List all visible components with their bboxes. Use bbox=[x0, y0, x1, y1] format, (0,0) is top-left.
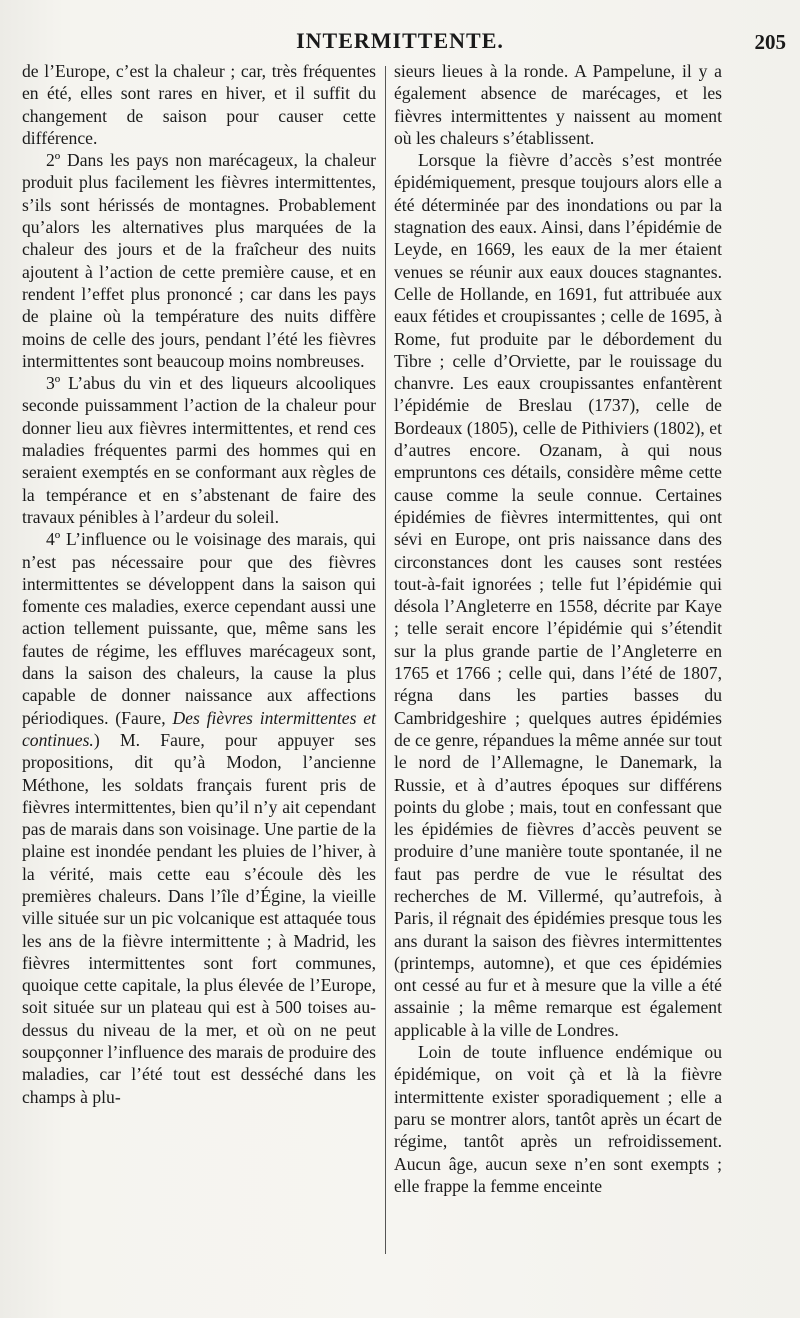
paragraph: Loin de toute influence endémique ou épidémique, on voit çà et là la fièvre intermittente exister sporadiquement ; elle a paru se montrer alors, tantôt après un écart de régime, tantôt après un refroidissement. Aucun âge, aucun sexe n’en sont exempts ; elle frappe la femme enceinte bbox=[394, 1042, 722, 1196]
paragraph-text: 4º L’influence ou le voisinage des marais, qui n’est pas nécessaire pour que des fièvres intermittentes se développent dans la saison qui fomente ces maladies, exerce cependant aussi une action tellement puissante, que, même sans les fautes de régime, les effluves marécageux sont, dans la saison des chaleurs, la cause la plus capable de donner naissance aux affections périodiques. (Faure, bbox=[22, 529, 376, 728]
paragraph: sieurs lieues à la ronde. A Pampelune, il y a également absence de marécages, et les fièvres intermittentes y naissent au moment où les chaleurs s’établissent. bbox=[394, 61, 722, 148]
paragraph-text: ) M. Faure, pour appuyer ses propositions, dit qu’à Modon, l’ancienne Méthone, les soldats français furent pris de fièvres intermittentes, bien qu’il n’y ait cependant pas de marais dans son voisinage. Une partie de la plaine est inondée pendant les pluies de l’hiver, à la vérité, mais cette eau s’écoule dès les premières chaleurs. Dans l’île d’Égine, la vieille ville située sur un pic volcanique est attaquée tous les ans de la fièvre intermittente ; à Madrid, les fièvres intermittentes sont fort communes, quoique cette capitale, la plus élevée de l’Europe, soit située sur un plateau qui est à 500 toises au-dessus du niveau de la mer, et où on ne peut soupçonner l’influence des marais de produire des maladies, car l’été tout est desséché dans les champs à plu- bbox=[22, 729, 376, 1107]
paragraph: de l’Europe, c’est la chaleur ; car, très fréquentes en été, elles sont rares en hiver, et il suffit du changement de saison pour causer cette différence. bbox=[22, 61, 376, 148]
paragraph bbox=[22, 528, 376, 1108]
page-header bbox=[0, 28, 800, 58]
right-column bbox=[394, 60, 722, 1197]
page-number: 205 bbox=[754, 30, 786, 54]
book-title-citation: Des fièvres intermittentes et continues. bbox=[22, 707, 376, 750]
running-title: INTERMITTENTE. bbox=[296, 28, 504, 53]
column-divider bbox=[385, 66, 386, 1254]
paragraph: 3º L’abus du vin et des liqueurs alcooliques seconde puissamment l’action de la chaleur pour donner lieu aux fièvres intermittentes, et rend ces maladies fréquentes parmi des hommes qui en seraient exemptés en se conformant aux règles de la tempérance et en s’abstenant de faire des travaux pénibles à l’ardeur du soleil. bbox=[22, 373, 376, 527]
left-column bbox=[22, 60, 376, 1108]
paragraph: 2º Dans les pays non marécageux, la chaleur produit plus facilement les fièvres intermittentes, s’ils sont hérissés de montagnes. Probablement qu’alors les alternatives plus marquées de la chaleur des jours et de la fraîcheur des nuits ajoutent à l’action de cette première cause, et en rendent l’effet plus prononcé ; car dans les pays de plaine où la température des nuits diffère moins de celle des jours, pendant l’été les fièvres intermittentes sont beaucoup moins nombreuses. bbox=[22, 150, 376, 371]
paragraph: Lorsque la fièvre d’accès s’est montrée épidémiquement, presque toujours alors elle a été déterminée par des inondations ou par la stagnation des eaux. Ainsi, dans l’épidémie de Leyde, en 1669, les eaux de la mer étaient venues se réunir aux eaux douces stagnantes. Celle de Hollande, en 1691, fut attribuée aux eaux fétides et croupissantes ; celle de 1695, à Rome, fut produite par le débordement du Tibre ; celle d’Orviette, par le rouissage du chanvre. Les eaux croupissantes enfantèrent l’épidémie de Breslau (1737), celle de Bordeaux (1805), celle de Pithiviers (1802), et d’autres encore. Ozanam, à qui nous empruntons ces détails, considère même cette cause comme la seule connue. Certaines épidémies de fièvres intermittentes, qui ont sévi en Europe, ont pris naissance dans des circonstances dont les causes sont restées tout-à-fait ignorées ; telle fut l’épidémie qui désola l’Angleterre en 1558, décrite par Kaye ; telle serait encore l’épidémie qui s’étendit sur la plus grande partie de l’Angleterre en 1765 et 1766 ; celle qui, dans l’été de 1807, régna dans les parties basses du Cambridgeshire ; quelques autres épidémies de ce genre, répandues la même année sur tout le nord de l’Allemagne, le Danemark, la Russie, et à d’autres époques sur différens points du globe ; mais, tout en confessant que les épidémies de fièvres d’accès peuvent se produire d’une manière toute spontanée, il ne faut pas perdre de vue le résultat des recherches de M. Villermé, qu’autrefois, à Paris, il régnait des épidémies presque tous les ans durant la saison des fièvres intermittentes (printemps, automne), et que ces épidémies ont cessé au fur et à mesure que la ville a été assainie ; la même remarque est également applicable à la ville de Londres. bbox=[394, 150, 722, 1040]
